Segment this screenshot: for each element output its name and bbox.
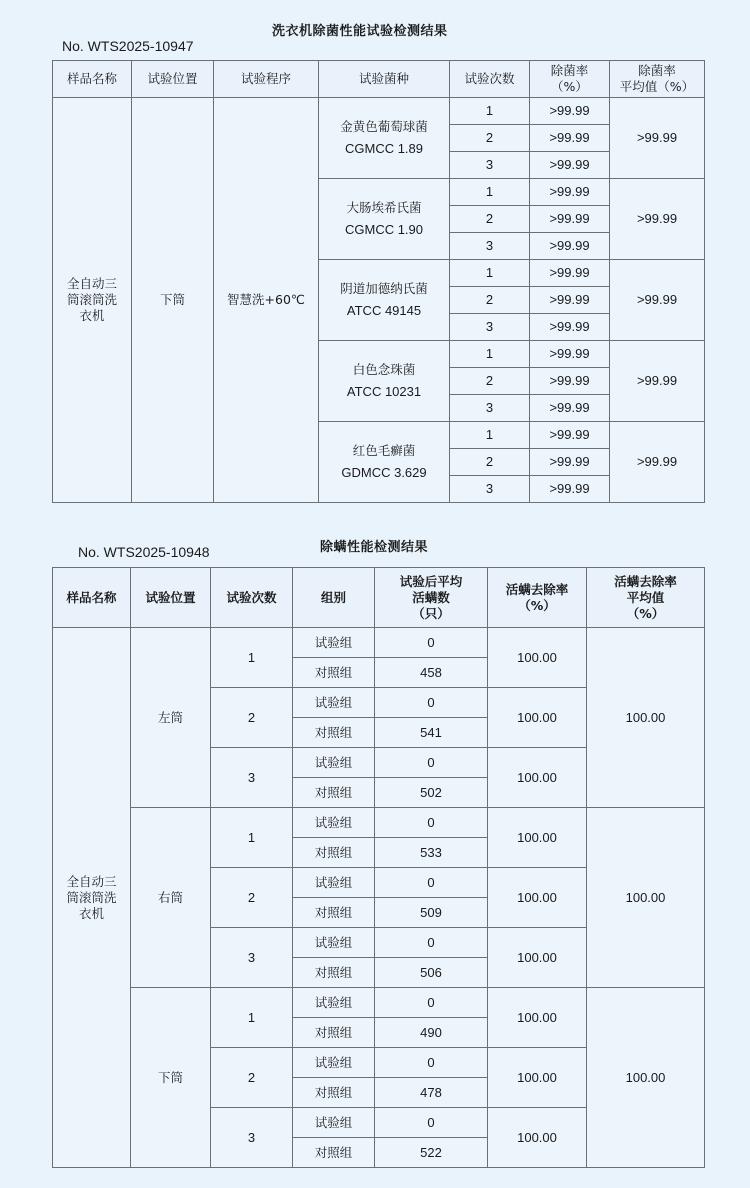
- mite-report-number: No. WTS2025-10948: [78, 544, 210, 560]
- trial-number-cell: 1: [211, 628, 293, 688]
- trial-number-cell: 2: [211, 688, 293, 748]
- mite-count-cell: 0: [375, 688, 488, 718]
- group-label-cell: 对照组: [293, 1138, 375, 1168]
- trial-number-cell: 3: [450, 152, 530, 179]
- removal-rate-cell: >99.99: [530, 368, 610, 395]
- strain-name: 大肠埃希氏菌: [346, 200, 422, 215]
- mite-header-cell: 试验位置: [131, 568, 211, 628]
- bacteria-table-body: [53, 98, 705, 503]
- mite-removal-rate-cell: 100.00: [488, 868, 587, 928]
- bacteria-header-cell: 试验位置: [132, 61, 214, 98]
- mite-count-cell: 533: [375, 838, 488, 868]
- strain-name: 红色毛癣菌: [352, 443, 416, 458]
- bacteria-header-cell: 试验菌种: [319, 61, 450, 98]
- group-label-cell: 对照组: [293, 898, 375, 928]
- trial-number-cell: 3: [450, 476, 530, 503]
- removal-rate-cell: >99.99: [530, 152, 610, 179]
- trial-number-cell: 3: [450, 233, 530, 260]
- mite-count-cell: 522: [375, 1138, 488, 1168]
- mite-results-table: [52, 567, 705, 1168]
- mite-removal-rate-cell: 100.00: [488, 1048, 587, 1108]
- average-rate-cell: >99.99: [610, 260, 705, 341]
- removal-rate-cell: >99.99: [530, 314, 610, 341]
- mite-count-cell: 0: [375, 1108, 488, 1138]
- removal-rate-cell: >99.99: [530, 125, 610, 152]
- trial-number-cell: 3: [211, 748, 293, 808]
- removal-rate-cell: >99.99: [530, 476, 610, 503]
- mite-test-group-row: [53, 808, 705, 838]
- group-label-cell: 对照组: [293, 1018, 375, 1048]
- group-label-cell: 试验组: [293, 628, 375, 658]
- mite-header-cell: 活螨去除率 平均值 （%）: [587, 568, 705, 628]
- mite-average-rate-cell: 100.00: [587, 628, 705, 808]
- strain-code: ATCC 10231: [346, 384, 422, 399]
- average-rate-cell: >99.99: [610, 179, 705, 260]
- removal-rate-cell: >99.99: [530, 287, 610, 314]
- trial-number-cell: 2: [450, 368, 530, 395]
- trial-number-cell: 2: [450, 125, 530, 152]
- mite-header-cell: 试验次数: [211, 568, 293, 628]
- mite-header-cell: 样品名称: [53, 568, 131, 628]
- trial-number-cell: 3: [211, 1108, 293, 1168]
- test-program-cell: 智慧洗+60℃: [214, 98, 319, 503]
- bacteria-table-header-row: [53, 61, 705, 98]
- mite-count-cell: 0: [375, 988, 488, 1018]
- trial-number-cell: 1: [450, 260, 530, 287]
- mite-table-header-row: [53, 568, 705, 628]
- removal-rate-cell: >99.99: [530, 449, 610, 476]
- removal-rate-cell: >99.99: [530, 233, 610, 260]
- bacteria-header-cell: 试验次数: [450, 61, 530, 98]
- mite-average-rate-cell: 100.00: [587, 808, 705, 988]
- average-rate-cell: >99.99: [610, 98, 705, 179]
- mite-report-title: 除螨性能检测结果: [320, 540, 429, 555]
- test-position-cell: 下筒: [132, 98, 214, 503]
- bacteria-header-cell: 试验程序: [214, 61, 319, 98]
- mite-test-group-row: [53, 628, 705, 658]
- group-label-cell: 对照组: [293, 658, 375, 688]
- trial-number-cell: 2: [450, 206, 530, 233]
- mite-removal-rate-cell: 100.00: [488, 688, 587, 748]
- mite-count-cell: 541: [375, 718, 488, 748]
- trial-number-cell: 3: [211, 928, 293, 988]
- removal-rate-cell: >99.99: [530, 422, 610, 449]
- mite-count-cell: 490: [375, 1018, 488, 1048]
- bacteria-results-table: [52, 60, 705, 503]
- group-label-cell: 对照组: [293, 958, 375, 988]
- removal-rate-cell: >99.99: [530, 395, 610, 422]
- strain-code: GDMCC 3.629: [341, 465, 427, 480]
- test-position-cell: 左筒: [131, 628, 211, 808]
- mite-removal-rate-cell: 100.00: [488, 928, 587, 988]
- group-label-cell: 试验组: [293, 748, 375, 778]
- group-label-cell: 试验组: [293, 988, 375, 1018]
- trial-number-cell: 1: [450, 179, 530, 206]
- mite-count-cell: 0: [375, 628, 488, 658]
- mite-removal-rate-cell: 100.00: [488, 988, 587, 1048]
- strain-cell: [319, 179, 450, 260]
- strain-cell: [319, 341, 450, 422]
- strain-cell: [319, 422, 450, 503]
- trial-number-cell: 1: [211, 988, 293, 1048]
- mite-count-cell: 0: [375, 808, 488, 838]
- mite-removal-rate-cell: 100.00: [488, 628, 587, 688]
- strain-cell: [319, 260, 450, 341]
- mite-table-body: [53, 628, 705, 1168]
- mite-removal-rate-cell: 100.00: [488, 808, 587, 868]
- mite-count-cell: 502: [375, 778, 488, 808]
- mite-average-rate-cell: 100.00: [587, 988, 705, 1168]
- bacteria-table-row: [53, 98, 705, 125]
- strain-cell: [319, 98, 450, 179]
- mite-count-cell: 509: [375, 898, 488, 928]
- mite-count-cell: 478: [375, 1078, 488, 1108]
- mite-header-cell: 组别: [293, 568, 375, 628]
- mite-count-cell: 0: [375, 868, 488, 898]
- group-label-cell: 试验组: [293, 1108, 375, 1138]
- group-label-cell: 对照组: [293, 778, 375, 808]
- mite-count-cell: 0: [375, 748, 488, 778]
- trial-number-cell: 1: [211, 808, 293, 868]
- strain-code: CGMCC 1.89: [344, 141, 424, 156]
- removal-rate-cell: >99.99: [530, 341, 610, 368]
- removal-rate-cell: >99.99: [530, 206, 610, 233]
- strain-name: 白色念珠菌: [352, 362, 416, 377]
- removal-rate-cell: >99.99: [530, 260, 610, 287]
- trial-number-cell: 2: [211, 868, 293, 928]
- group-label-cell: 对照组: [293, 838, 375, 868]
- bacteria-report-number: No. WTS2025-10947: [62, 38, 194, 54]
- strain-name: 金黄色葡萄球菌: [340, 119, 428, 134]
- removal-rate-cell: >99.99: [530, 98, 610, 125]
- mite-count-cell: 506: [375, 958, 488, 988]
- trial-number-cell: 3: [450, 395, 530, 422]
- trial-number-cell: 1: [450, 341, 530, 368]
- mite-removal-rate-cell: 100.00: [488, 1108, 587, 1168]
- group-label-cell: 试验组: [293, 1048, 375, 1078]
- strain-code: ATCC 49145: [346, 303, 422, 318]
- mite-test-group-row: [53, 988, 705, 1018]
- mite-count-cell: 0: [375, 1048, 488, 1078]
- average-rate-cell: >99.99: [610, 341, 705, 422]
- trial-number-cell: 3: [450, 314, 530, 341]
- removal-rate-cell: >99.99: [530, 179, 610, 206]
- mite-header-cell: 试验后平均 活螨数 （只）: [375, 568, 488, 628]
- strain-code: CGMCC 1.90: [344, 222, 424, 237]
- mite-count-cell: 0: [375, 928, 488, 958]
- group-label-cell: 对照组: [293, 1078, 375, 1108]
- group-label-cell: 对照组: [293, 718, 375, 748]
- sample-name-cell: 全自动三 筒滚筒洗 衣机: [53, 628, 131, 1168]
- mite-removal-rate-cell: 100.00: [488, 748, 587, 808]
- trial-number-cell: 2: [450, 287, 530, 314]
- average-rate-cell: >99.99: [610, 422, 705, 503]
- test-position-cell: 下筒: [131, 988, 211, 1168]
- trial-number-cell: 1: [450, 98, 530, 125]
- strain-name: 阴道加德纳氏菌: [340, 281, 428, 296]
- trial-number-cell: 1: [450, 422, 530, 449]
- bacteria-header-cell: 除菌率 （%）: [530, 61, 610, 98]
- trial-number-cell: 2: [211, 1048, 293, 1108]
- group-label-cell: 试验组: [293, 688, 375, 718]
- group-label-cell: 试验组: [293, 868, 375, 898]
- mite-count-cell: 458: [375, 658, 488, 688]
- test-position-cell: 右筒: [131, 808, 211, 988]
- group-label-cell: 试验组: [293, 928, 375, 958]
- bacteria-header-cell: 样品名称: [53, 61, 132, 98]
- bacteria-header-cell: 除菌率 平均值（%）: [610, 61, 705, 98]
- mite-header-cell: 活螨去除率 （%）: [488, 568, 587, 628]
- trial-number-cell: 2: [450, 449, 530, 476]
- sample-name-cell: 全自动三 筒滚筒洗 衣机: [53, 98, 132, 503]
- group-label-cell: 试验组: [293, 808, 375, 838]
- bacteria-report-title: 洗衣机除菌性能试验检测结果: [272, 24, 448, 39]
